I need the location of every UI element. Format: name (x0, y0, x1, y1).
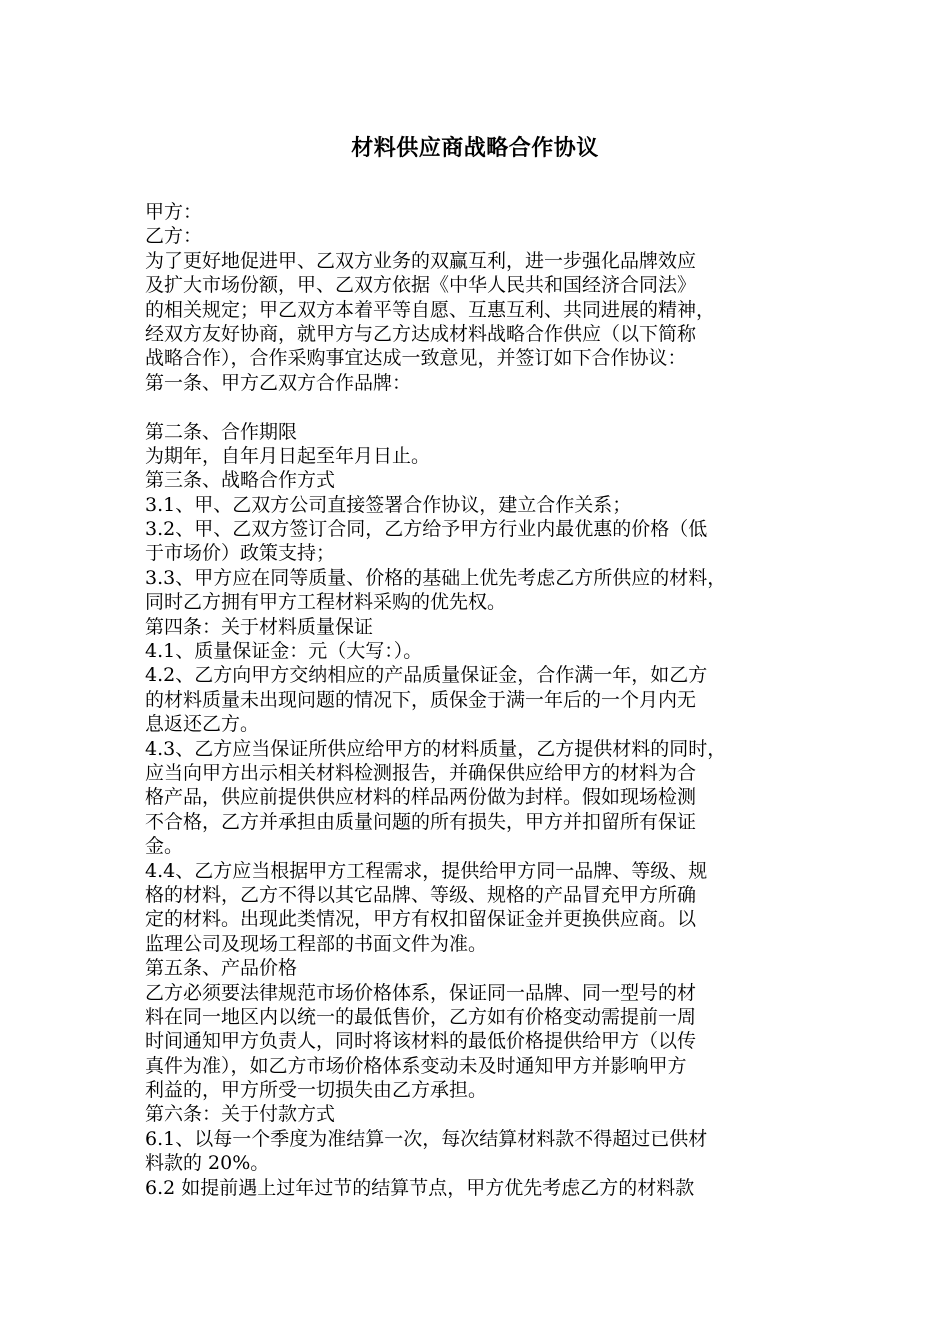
text-line: 格产品，供应前提供供应材料的样品两份做为封样。假如现场检测 (145, 786, 697, 809)
text-line: 不合格，乙方并承担由质量问题的所有损失，甲方并扣留所有保证 (145, 810, 697, 833)
text-line: 第六条：关于付款方式 (145, 1103, 336, 1126)
text-line: 战略合作），合作采购事宜达成一致意见，并签订如下合作协议： (145, 347, 687, 370)
text-line: 乙方： (145, 225, 203, 248)
text-line: 4.1、质量保证金：元（大写：）。 (145, 640, 423, 663)
document-title: 材料供应商战略合作协议 (351, 135, 599, 161)
text-line: 4.4、乙方应当根据甲方工程需求，提供给甲方同一品牌、等级、规 (145, 859, 708, 882)
text-line: 经双方友好协商，就甲方与乙方达成材料战略合作供应（以下简称 (145, 322, 697, 345)
text-line: 的相关规定；甲乙双方本着平等自愿、互惠互利、共同进展的精神， (145, 298, 716, 321)
text-line: 为期年，自年月日起至年月日止。 (145, 444, 431, 467)
text-line: 第五条、产品价格 (145, 957, 298, 980)
text-line: 金。 (145, 835, 184, 858)
text-line: 第三条、战略合作方式 (145, 469, 336, 492)
text-line: 6.2 如提前遇上过年过节的结算节点，甲方优先考虑乙方的材料款 (145, 1176, 695, 1199)
text-line: 真件为准），如乙方市场价格体系变动未及时通知甲方并影响甲方 (145, 1054, 687, 1077)
text-line: 第二条、合作期限 (145, 420, 298, 443)
text-line: 利益的，甲方所受一切损失由乙方承担。 (145, 1079, 488, 1102)
text-line: 第一条、甲方乙双方合作品牌： (145, 371, 412, 394)
text-line: 甲方： (145, 201, 203, 223)
text-line: 3.1、甲、乙双方公司直接签署合作协议，建立合作关系； (145, 493, 632, 516)
text-line: 第四条：关于材料质量保证 (145, 615, 374, 638)
text-line: 应当向甲方出示相关材料检测报告，并确保供应给甲方的材料为合 (145, 761, 697, 784)
text-line: 时间通知甲方负责人，同时将该材料的最低价格提供给甲方（以传 (145, 1030, 697, 1053)
text-line: 格的材料，乙方不得以其它品牌、等级、规格的产品冒充甲方所确 (145, 883, 697, 906)
text-line: 3.3、甲方应在同等质量、价格的基础上优先考虑乙方所供应的材料， (145, 566, 727, 589)
text-line: 3.2、甲、乙双方签订合同，乙方给予甲方行业内最优惠的价格（低 (145, 518, 708, 541)
text-line: 乙方必须要法律规范市场价格体系，保证同一品牌、同一型号的材 (145, 981, 697, 1004)
text-line: 料款的 20%。 (145, 1152, 270, 1175)
text-line: 为了更好地促进甲、乙双方业务的双赢互利，进一步强化品牌效应 (145, 249, 697, 272)
text-line: 息返还乙方。 (145, 713, 260, 736)
text-line: 监理公司及现场工程部的书面文件为准。 (145, 932, 488, 955)
text-line: 4.3、乙方应当保证所供应给甲方的材料质量，乙方提供材料的同时， (145, 737, 727, 760)
blank-line (145, 395, 825, 419)
text-line: 料在同一地区内以统一的最低售价，乙方如有价格变动需提前一周 (145, 1005, 697, 1028)
text-line: 6.1、以每一个季度为准结算一次，每次结算材料款不得超过已供材 (145, 1127, 708, 1150)
text-line: 于市场价）政策支持； (145, 542, 336, 565)
text-line: 的材料质量未出现问题的情况下，质保金于满一年后的一个月内无 (145, 688, 697, 711)
text-line: 同时乙方拥有甲方工程材料采购的优先权。 (145, 591, 507, 614)
text-line: 4.2、乙方向甲方交纳相应的产品质量保证金，合作满一年，如乙方 (145, 664, 708, 687)
document-body (145, 200, 825, 1200)
text-line: 及扩大市场份额，甲、乙双方依据《中华人民共和国经济合同法》 (145, 274, 697, 297)
text-line: 定的材料。出现此类情况，甲方有权扣留保证金并更换供应商。以 (145, 908, 697, 931)
